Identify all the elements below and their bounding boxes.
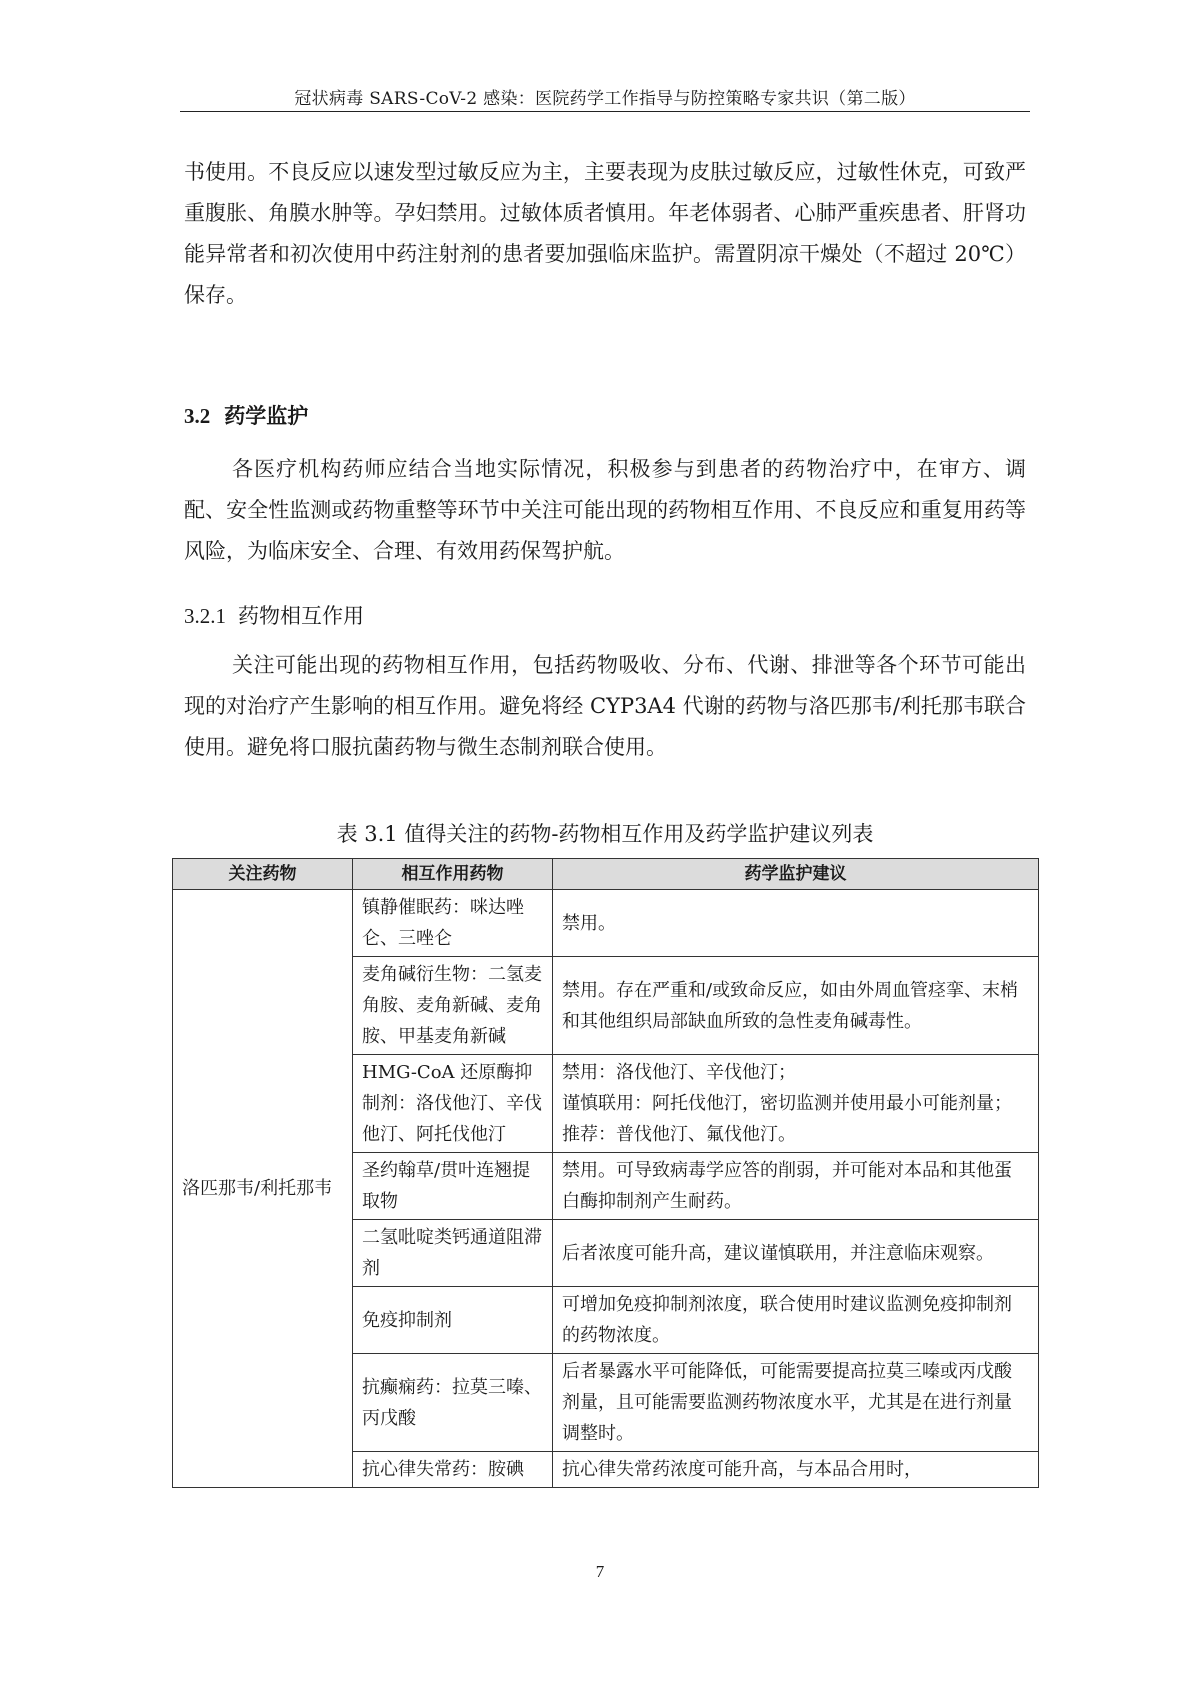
column-header-interacting-drug: 相互作用药物 [353, 859, 553, 890]
running-header: 冠状病毒 SARS-CoV-2 感染：医院药学工作指导与防控策略专家共识（第二版） [294, 89, 916, 109]
subsection-number: 3.2.1 [184, 604, 226, 628]
subsection-heading [184, 600, 364, 630]
advice-line: 后者暴露水平可能降低，可能需要提高拉莫三嗪或丙戊酸剂量，且可能需要监测药物浓度水平，尤其是在进行剂量调整时。 [562, 1361, 1012, 1444]
advice-line: 禁用：洛伐他汀、辛伐他汀； [562, 1062, 796, 1083]
pharmacy-advice-cell [553, 890, 1039, 957]
advice-line: 谨慎联用：阿托伐他汀，密切监测并使用最小可能剂量； [562, 1093, 1012, 1114]
advice-line: 禁用。 [562, 912, 616, 934]
pharmacy-advice-cell [553, 1287, 1039, 1354]
pharmacy-advice-cell [553, 1055, 1039, 1153]
section-number: 3.2 [184, 404, 211, 428]
pharmacy-advice-cell [553, 1452, 1039, 1488]
drug-interaction-table [172, 858, 1039, 1488]
column-header-pharmacy-advice: 药学监护建议 [553, 859, 1039, 890]
pharmacy-advice-cell [553, 1220, 1039, 1287]
interacting-drug-cell: 镇静催眠药：咪达唑仑、三唑仑 [353, 890, 553, 957]
interacting-drug-cell: HMG-CoA 还原酶抑制剂：洛伐他汀、辛伐他汀、阿托伐他汀 [353, 1055, 553, 1153]
section-title: 药学监护 [224, 403, 309, 428]
paragraph-pharmaceutical-care: 各医疗机构药师应结合当地实际情况，积极参与到患者的药物治疗中，在审方、调配、安全性监测或药物重整等环节中关注可能出现的药物相互作用、不良反应和重复用药等风险，为临床安全、合理、有效用药保驾护航。 [184, 457, 1026, 563]
pharmacy-advice-cell [553, 1354, 1039, 1452]
advice-line: 可增加免疫抑制剂浓度，联合使用时建议监测免疫抑制剂的药物浓度。 [562, 1294, 1012, 1346]
pharmacy-advice-cell [553, 957, 1039, 1055]
advice-line: 推荐：普伐他汀、氟伐他汀。 [562, 1124, 796, 1145]
interacting-drug-cell: 麦角碱衍生物：二氢麦角胺、麦角新碱、麦角胺、甲基麦角新碱 [353, 957, 553, 1055]
paragraph-drug-interactions: 关注可能出现的药物相互作用，包括药物吸收、分布、代谢、排泄等各个环节可能出现的对治疗产生影响的相互作用。避免将经 CYP3A4 代谢的药物与洛匹那韦/利托那韦联合使用。避免将口服抗菌药物与微生态制剂联合使用。 [184, 653, 1026, 759]
interacting-drug-cell: 抗心律失常药：胺碘 [353, 1452, 553, 1488]
page-number: 7 [595, 1562, 605, 1581]
section-heading [184, 400, 308, 430]
table-caption: 表 3.1 值得关注的药物-药物相互作用及药学监护建议列表 [336, 822, 874, 846]
advice-line: 后者浓度可能升高，建议谨慎联用，并注意临床观察。 [562, 1242, 994, 1264]
interacting-drug-cell: 二氢吡啶类钙通道阻滞剂 [353, 1220, 553, 1287]
advice-line: 抗心律失常药浓度可能升高，与本品合用时， [562, 1459, 922, 1480]
pharmacy-advice-cell [553, 1153, 1039, 1220]
subsection-title: 药物相互作用 [238, 604, 364, 628]
header-divider [180, 111, 1030, 112]
column-header-focus-drug: 关注药物 [173, 859, 353, 890]
table-row [173, 890, 1039, 957]
interacting-drug-cell: 圣约翰草/贯叶连翘提取物 [353, 1153, 553, 1220]
paragraph-continuation: 书使用。不良反应以速发型过敏反应为主，主要表现为皮肤过敏反应，过敏性休克，可致严重腹胀、角膜水肿等。孕妇禁用。过敏体质者慎用。年老体弱者、心肺严重疾患者、肝肾功能异常者和初次使用中药注射剂的患者要加强临床监护。需置阴凉干燥处（不超过 20℃）保存。 [184, 160, 1026, 307]
focus-drug-cell: 洛匹那韦/利托那韦 [173, 890, 353, 1488]
advice-line: 禁用。可导致病毒学应答的削弱，并可能对本品和其他蛋白酶抑制剂产生耐药。 [562, 1160, 1012, 1212]
advice-line: 禁用。存在严重和/或致命反应，如由外周血管痉挛、末梢和其他组织局部缺血所致的急性麦角碱毒性。 [562, 979, 1019, 1032]
interacting-drug-cell: 抗癫痫药：拉莫三嗪、丙戊酸 [353, 1354, 553, 1452]
interacting-drug-cell: 免疫抑制剂 [353, 1287, 553, 1354]
table-body [173, 890, 1039, 1488]
table-header-row [173, 859, 1039, 890]
